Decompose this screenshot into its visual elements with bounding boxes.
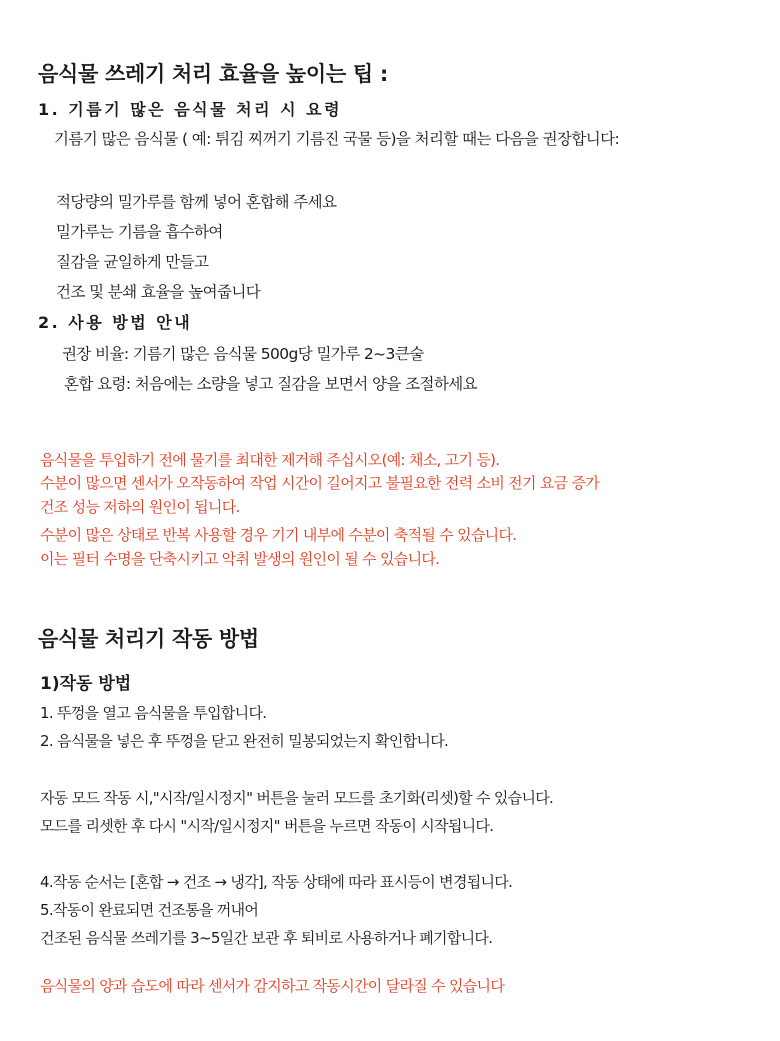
section2-heading: 2. 사용 방법 안내 — [38, 313, 193, 332]
section1-item-1: 적당량의 밀가루를 함께 넣어 혼합해 주세요 — [56, 193, 337, 211]
tips-title: 음식물 쓰레기 처리 효율을 높이는 팁 : — [38, 62, 388, 86]
warning-line-4: 수분이 많은 상태로 반복 사용할 경우 기기 내부에 수분이 축적될 수 있습니다. — [40, 526, 517, 544]
step-5-detail: 건조된 음식물 쓰레기를 3~5일간 보관 후 퇴비로 사용하거나 폐기합니다. — [40, 929, 493, 947]
section1-item-3: 질감을 균일하게 만들고 — [56, 253, 209, 271]
section1-item-2: 밀가루는 기름을 흡수하여 — [56, 223, 223, 241]
warning-line-5: 이는 필터 수명을 단축시키고 악취 발생의 원인이 될 수 있습니다. — [40, 550, 440, 568]
section2-item-2: 혼합 요령: 처음에는 소량을 넣고 질감을 보면서 양을 조절하세요 — [64, 375, 477, 393]
section1-heading: 1. 기름기 많은 음식물 처리 시 요령 — [38, 100, 343, 119]
warning-line-1: 음식물을 투입하기 전에 물기를 최대한 제거해 주십시오(예: 채소, 고기 등). — [40, 451, 500, 469]
operation-note: 음식물의 양과 습도에 따라 센서가 감지하고 작동시간이 달라질 수 있습니다 — [40, 977, 505, 995]
section1-item-4: 건조 및 분쇄 효율을 높여줍니다 — [56, 283, 261, 301]
step-5: 5.작동이 완료되면 건조통을 꺼내어 — [40, 901, 259, 919]
step-auto-mode: 자동 모드 작동 시,"시작/일시정지" 버튼을 눌러 모드를 초기화(리셋)할 수 있습니다. — [40, 789, 554, 807]
step-reset: 모드를 리셋한 후 다시 "시작/일시정지" 버튼을 누르면 작동이 시작됩니다. — [40, 817, 494, 835]
step-4: 4.작동 순서는 [혼합 → 건조 → 냉각], 작동 상태에 따라 표시등이 변경됩니다. — [40, 873, 513, 891]
step-2: 2. 음식물을 넣은 후 뚜껑을 닫고 완전히 밀봉되었는지 확인합니다. — [40, 732, 449, 750]
section1-intro: 기름기 많은 음식물 ( 예: 튀김 찌꺼기 기름진 국물 등)을 처리할 때는 다음을 권장합니다: — [54, 130, 620, 148]
operation-title: 음식물 처리기 작동 방법 — [38, 627, 259, 651]
warning-line-2: 수분이 많으면 센서가 오작동하여 작업 시간이 길어지고 불필요한 전력 소비 전기 요금 증가 — [40, 474, 600, 492]
step-1: 1. 뚜껑을 열고 음식물을 투입합니다. — [40, 704, 267, 722]
section2-item-1: 권장 비율: 기름기 많은 음식물 500g당 밀가루 2~3큰술 — [62, 345, 424, 363]
operation-subheading: 1)작동 방법 — [40, 674, 132, 694]
warning-line-3: 건조 성능 저하의 원인이 됩니다. — [40, 498, 240, 516]
